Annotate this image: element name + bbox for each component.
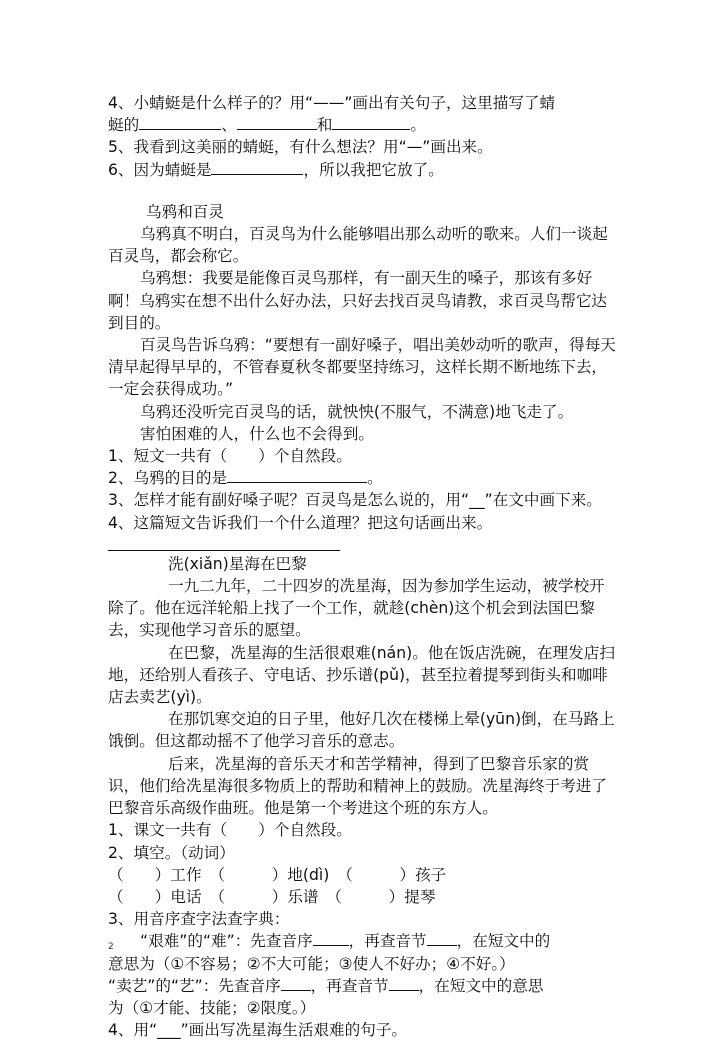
story2-question-3-item-b-meaning: 为（①才能、技能；②限度。） (108, 998, 316, 1017)
story1-question-3: 3、怎样才能有副好嗓子呢？百灵鸟是怎么说的，用“__”在文中画下来。 (108, 491, 602, 510)
story2-question-3-item-a (108, 930, 618, 952)
story1-question-4: 4、这篇短文告诉我们一个什么道理？把这句话画出来。 (108, 513, 493, 532)
story1-title: 乌鸦和百灵 (146, 202, 224, 221)
item-b-part3: ，在短文中的意思 (418, 976, 544, 995)
answer-blank[interactable] (427, 931, 457, 946)
answer-blank[interactable] (227, 468, 367, 483)
story2-question-3-item-b (108, 975, 618, 997)
question-4-line2 (108, 114, 618, 136)
question-4-part2: 、 (221, 116, 237, 135)
story2-paragraph-1: 一九二九年，二十四岁的冼星海，因为参加学生运动，被学校开除了。他在远洋轮船上找了一个工作，就趁(chèn)这个机会到法国巴黎去，实现他学习音乐的愿望。 (108, 577, 605, 640)
answer-blank[interactable] (389, 976, 419, 991)
item-a-part2: ，再查音节 (348, 932, 427, 951)
answer-blank[interactable] (281, 976, 311, 991)
question-4-part3: 和 (316, 116, 333, 135)
question-5: 5、我看到这美丽的蜻蜓，有什么想法？用“—”画出来。 (108, 138, 493, 157)
answer-blank[interactable] (313, 931, 349, 946)
question-6 (108, 159, 618, 181)
story1-paragraph-2: 乌鸦想：我要是能像百灵鸟那样，有一副天生的嗓子，那该有多好啊！乌鸦实在想不出什么好办法，只好去找百灵鸟请教，求百灵鸟帮它达到目的。 (108, 269, 608, 332)
story2-question-2: 2、填空。（动词） (108, 843, 235, 862)
item-b-part2: ，再查音节 (310, 976, 389, 995)
question-6-part2: ，所以我把它放了。 (303, 160, 444, 179)
worksheet-content (108, 92, 618, 1041)
story2-paragraph-2: 在巴黎，冼星海的生活很艰难(nán)。他在饭店洗碗，在理发店扫地，还给别人看孩子、守电话、抄乐谱(pǔ)，甚至拉着提琴到街头和咖啡店去卖艺(yì)。 (108, 643, 615, 707)
story1-question-1: 1、短文一共有（ ）个自然段。 (108, 447, 352, 466)
answer-blank[interactable] (139, 115, 221, 130)
story1-paragraph-5: 害怕困难的人，什么也不会得到。 (140, 424, 374, 443)
fill-row-1: （ ）工作 （ ）地(dì) （ ）孩子 (108, 865, 447, 884)
question-4-line1: 4、小蜻蜓是什么样子的？用“——”画出有关句子，这里描写了蜻 (108, 94, 556, 112)
story1-question-2 (108, 467, 618, 489)
story1-paragraph-3: 百灵鸟告诉乌鸦：“要想有一副好嗓子，唱出美妙动听的歌声，得每天清早起得早早的，不管春夏秋冬都要坚持练习，这样长期不断地练下去，一定会获得成功。” (108, 336, 616, 399)
story1-paragraph-1: 乌鸦真不明白，百灵鸟为什么能够唱出那么动听的歌来。人们一谈起百灵鸟，都会称它。 (108, 225, 608, 266)
story2-question-3: 3、用音序查字法查字典： (108, 910, 290, 929)
story2-question-3-item-a-meaning: 意思为（①不容易；②不大可能；③使人不好办；④不好。） (108, 954, 515, 973)
answer-blank[interactable] (237, 115, 317, 130)
question-4-part4: 。 (410, 116, 427, 135)
section-divider (108, 550, 340, 551)
story2-title: 洗(xiǎn)星海在巴黎 (168, 554, 307, 573)
story1-question-2-end: 。 (367, 469, 383, 488)
story1-question-2-text: 2、乌鸦的目的是 (108, 469, 228, 488)
story2-paragraph-3: 在那饥寒交迫的日子里，他好几次在楼梯上晕(yūn)倒，在马路上饿倒。但这都动摇不了他学习音乐的意志。 (108, 710, 615, 751)
question-6-part1: 6、因为蜻蜓是 (108, 160, 212, 179)
story2-paragraph-4: 后来，冼星海的音乐天才和苦学精神，得到了巴黎音乐家的赏识，他们给冼星海很多物质上的帮助和精神上的鼓励。冼星海终于考进了巴黎音乐高级作曲班。他是第一个考进这个班的东方人。 (108, 754, 608, 818)
item-b-part1: “卖艺”的“艺”：先查音序 (108, 976, 281, 995)
answer-blank[interactable] (332, 115, 410, 130)
fill-row-2: （ ）电话 （ ）乐谱 （ ）提琴 (108, 887, 436, 906)
answer-blank[interactable] (211, 160, 303, 175)
story2-question-4: 4、用“___”画出写冼星海生活艰难的句子。 (108, 1021, 407, 1040)
item-a-part1: “艰难”的“难”：先查音序 (140, 932, 313, 951)
story1-paragraph-4: 乌鸦还没听完百灵鸟的话，就怏怏(不服气，不满意)地飞走了。 (140, 402, 574, 421)
item-a-part3: ，在短文中的 (456, 932, 551, 951)
page-number: 2 (108, 942, 114, 952)
question-4-part1: 蜓的 (108, 116, 140, 135)
story2-question-1: 1、课文一共有（ ）个自然段。 (108, 821, 352, 840)
